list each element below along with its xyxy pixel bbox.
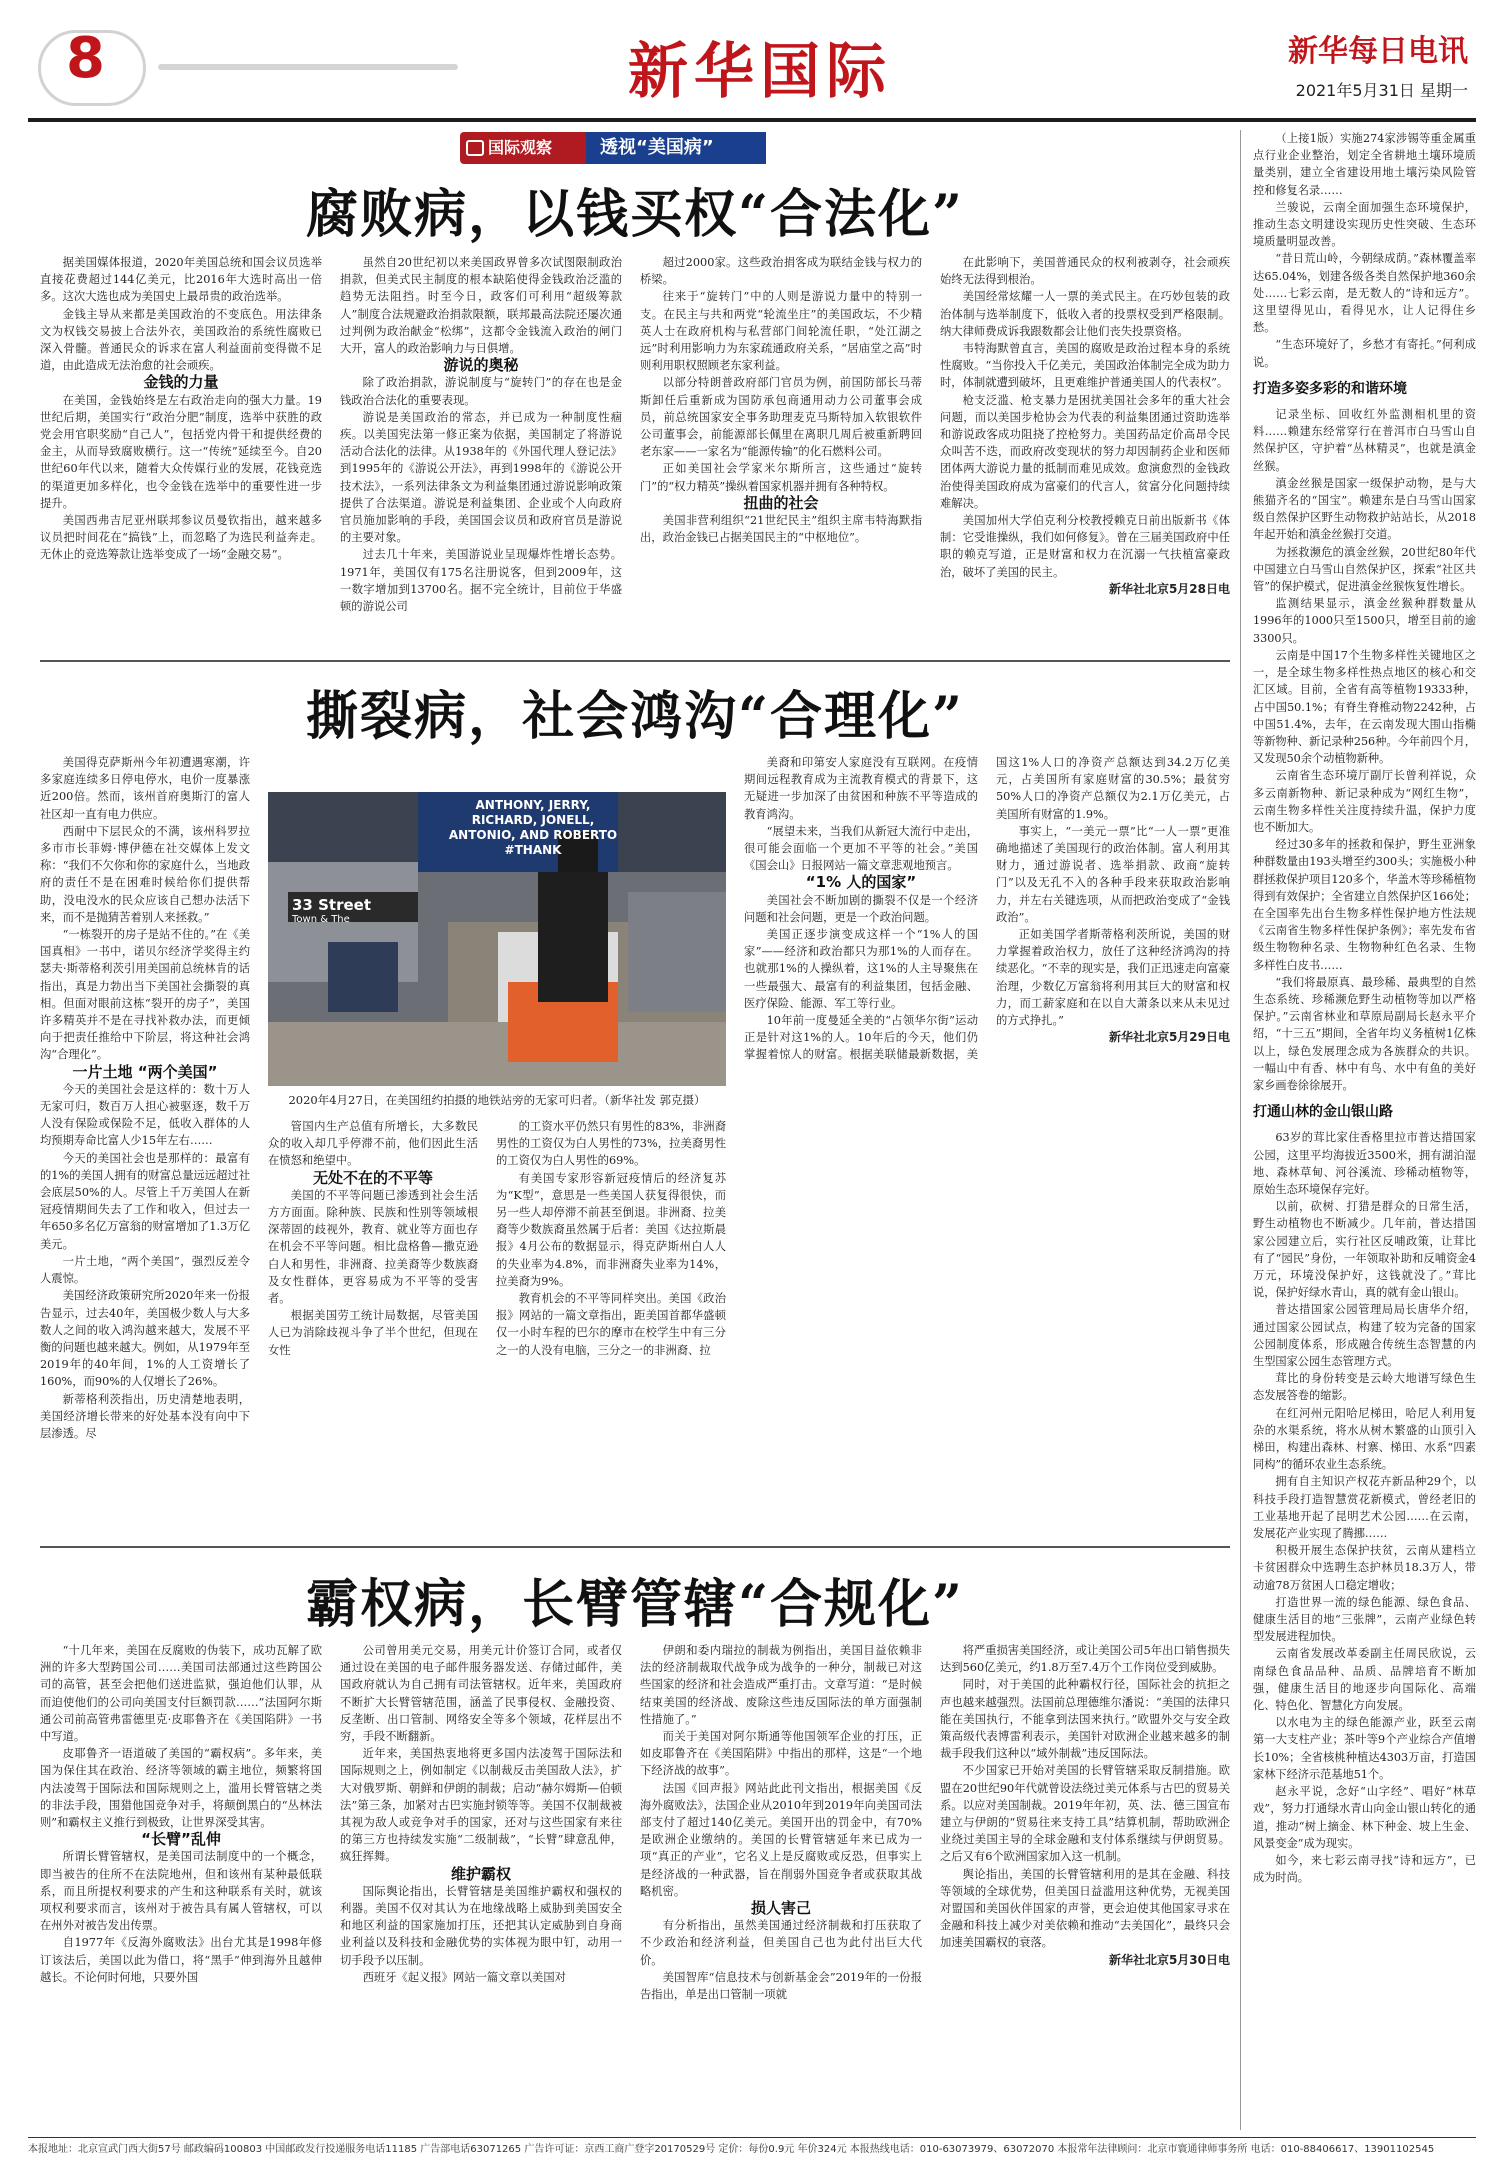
- newspaper-brand: 新华每日电讯: [1288, 34, 1468, 69]
- paragraph: 西耐中下层民众的不满，该州科罗拉多市市长菲姆·博伊德在社交媒体上发文称：“我们不欠你和你的家庭什么，当地政府的责任不是在困难时候给你们提供帮助，没电没水的民众应该自己想办法活下来，而不是抛猜苦着别人来拯救。”: [40, 824, 250, 924]
- paragraph: 以部分特朗普政府部门官员为例，前国防部长马蒂斯卸任后重新成为国防承包商通用动力公司董事会成员，前总统国家安全事务助理麦克马斯特加入软银软件公司董事会，前能源部长佩里在离职几周后被重新聘回老东家——一家名为“能源传输”的化石燃料公司。: [640, 376, 922, 459]
- article1-column-1: [40, 254, 322, 654]
- paragraph: 美国智库“信息技术与创新基金会”2019年的一份报告指出，单是出口管制一项就: [640, 1970, 922, 2002]
- paragraph: 在红河州元阳哈尼梯田，哈尼人利用复杂的水渠系统，将水从树木繁盛的山顶引入梯田，构建出森林、村寨、梯田、水系“四素同构”的循环农业生态系统。: [1253, 1406, 1476, 1472]
- photo-caption: 2020年4月27日，在美国纽约拍摄的地铁站旁的无家可归者。（新华社发 郭克摄）: [288, 1093, 706, 1107]
- paragraph: 拥有自主知识产权花卉新品种29个，以科技手段打造智慧赏花新模式，曾经老旧的工业基地开起了昆明艺术公园……在云南，发展花产业实现了腾挪……: [1253, 1475, 1476, 1541]
- paragraph: 打造世界一流的绿色能源、绿色食品、健康生活目的地“三张牌”，云南产业绿色转型发展进程加快。: [1253, 1595, 1476, 1644]
- paragraph: 管国内生产总值有所增长，大多数民众的收入却几乎停滞不前，他们因此生活在愤怒和绝望中。: [268, 1120, 478, 1168]
- paragraph: 云南省发展改革委副主任周民欣说，云南绿色食品品种、品质、品牌培育不断加强，健康生活目的地逐步向国际化、高端化、特色化、智慧化方向发展。: [1253, 1647, 1476, 1713]
- paragraph: 以前，砍树、打猎是群众的日常生活，野生动植物也不断减少。几年前，普达措国家公园建立后，实行社区反哺政策，让茸比有了“园民”身份，一年领取补助和反哺资金4万元，环境没保护好，这钱就没了。”茸比说，保护好绿水青山，真的就有金山银山。: [1253, 1200, 1476, 1300]
- paragraph: 将严重损害美国经济，或让美国公司5年出口销售损失达到560亿美元，约1.8万至7.4万个工作岗位受到威胁。: [940, 1644, 1230, 1675]
- paragraph: 美国西弗吉尼亚州联邦参议员曼钦指出，越来越多议员把时间花在“搞钱”上，而忽略了为选民利益奔走。无休止的竞选筹款让选举变成了一场“金融交易”。: [40, 514, 322, 562]
- article1-headline: 腐败病，以钱买权“合法化”: [306, 184, 964, 245]
- article1-subhead-3: 扭曲的社会: [743, 493, 819, 512]
- paragraph: 据美国媒体报道，2020年美国总统和国会议员选举直接花费超过144亿美元，比2016年大选时高出一倍多。这次大选也成为美国史上最昂贵的政治选举。: [40, 256, 322, 304]
- sidebar-subhead-1: 打造多姿多彩的和谐环境: [1253, 380, 1407, 397]
- article2-subhead-3: “1% 人的国家”: [805, 873, 917, 892]
- paragraph: 根据美国劳工统计局数据，尽管美国人已为消除歧视斗争了半个世纪，但现在女性: [268, 1309, 478, 1357]
- paragraph: “十几年来，美国在反腐败的伪装下，成功瓦解了欧洲的许多大型跨国公司……美国司法部通过这些跨国公司的高管，甚至会把他们送进监狱，强迫他们认罪，从而迫使他们的公司向美国支付巨额罚款……”法国阿尔斯通公司前高管弗雷德里克·皮耶鲁齐在《美国陷阱》一书中写道。: [40, 1644, 322, 1744]
- paragraph: 超过2000家。这些政治捐客成为联结金钱与权力的桥梁。: [640, 256, 922, 287]
- paragraph: 事实上，“一美元一票”比“一人一票”更准确地描述了美国现行的政治体制。富人利用其财力，通过游说者、选举捐款、政商“旋转门”以及无孔不入的各种手段来获取政治影响力，并左右关键选项，从而把政治变成了“金钱政治”。: [996, 824, 1230, 924]
- article2-column-2: [268, 1118, 478, 1454]
- article2-byline: 新华社北京5月29日电: [1108, 1030, 1230, 1045]
- article3-column-2: [340, 1642, 622, 2132]
- article2-subhead-1: 一片土地 “两个美国”: [72, 1062, 218, 1081]
- sidebar-subhead-2: 打通山林的金山银山路: [1253, 1104, 1393, 1121]
- article1-byline: 新华社北京5月28日电: [1108, 581, 1230, 596]
- masthead-decor-line: [158, 64, 458, 70]
- paragraph: 美国正逐步演变成这样一个“1%人的国家”——经济和政治都只为那1%的人而存在。也就那1%的人操纵着，这1%的人主导聚焦在一些最强大、最富有的利益集团，包括金融、医疗保险、能源、军工等行业。: [744, 928, 978, 1010]
- paragraph: 美国加州大学伯克利分校教授赖克日前出版新书《体制：它受谁操纵，我们如何修复》。曾在三届美国政府中任职的赖克写道，正是财富和权力在沉溺一气扶植富豪政治，破坏了美国的民主。: [940, 514, 1230, 579]
- article1-column-2: [340, 254, 622, 654]
- rubric-label-a-text: 国际观察: [488, 138, 553, 157]
- paragraph: 教育机会的不平等同样突出。美国《政治报》网站的一篇文章指出，距美国首都华盛顿仅一小时车程的巴尔的摩市在校学生中有三分之一的人没有电脑，三分之一的非洲裔、拉: [496, 1292, 726, 1357]
- article2-column-1: [40, 754, 250, 1454]
- article2-subhead-2: 无处不在的不平等: [312, 1168, 433, 1187]
- section-title: 新华国际: [628, 37, 892, 107]
- masthead: [28, 12, 1476, 122]
- article3-headline: 霸权病，长臂管辖“合规化”: [306, 1574, 964, 1635]
- article3-byline: 新华社北京5月30日电: [1108, 1952, 1230, 1967]
- camera-icon: [466, 140, 484, 156]
- paragraph: 往来于“旋转门”中的人则是游说力量中的特别一支。在民主与共和两党“轮流坐庄”的美国政坛，不少精英人士在政府机构与私营部门间轮流任职，“处江湖之远”时利用影响力为东家疏通政府关系，“居庙堂之高”时则利用职权照顾老东家利益。: [640, 290, 922, 373]
- paragraph: “展望未来，当我们从新冠大流行中走出，很可能会面临一个更加不平等的社会。”美国《国会山》日报网站一篇文章悲观地预言。: [744, 824, 978, 873]
- paragraph: 美国非营利组织“21世纪民主”组织主席韦特海默指出，政治金钱已占据美国民主的“中枢地位”。: [640, 514, 922, 545]
- article3-subhead-1: “长臂”乱伸: [141, 1830, 221, 1849]
- article-divider: [40, 660, 1230, 662]
- paragraph: 今天的美国社会也是那样的：最富有的1%的美国人拥有的财富总量远远超过社会底层50%的人。尽管上千万美国人在新冠疫情期间失去了工作和收入，但过去一年650多名亿万富翁的财富增加了1.3万亿美元。: [40, 1151, 250, 1251]
- paragraph: 如今，来七彩云南寻找“诗和远方”，已成为时尚。: [1253, 1853, 1476, 1885]
- paragraph: 在此影响下，美国普通民众的权利被剥夺，社会顽疾始终无法得到根治。: [940, 256, 1230, 287]
- paragraph: 记录坐标、回收红外监测相机里的资料……赖建东经常穿行在普洱市白马雪山自然保护区，守护着“丛林精灵”，也就是滇金丝猴。: [1253, 408, 1476, 473]
- paragraph: 为拯救濒危的滇金丝猴，20世纪80年代中国建立白马雪山自然保护区，探索“社区共管”的保护模式，促进滇金丝猴恢复性增长。: [1253, 545, 1476, 594]
- paragraph: 金钱主导从来都是美国政治的不变底色。用法律条文为权钱交易披上合法外衣，美国政治的系统性腐败已深入骨髓。普通民众的诉求在富人利益面前变得微不足道，由此造成无法治愈的社会顽疾。: [40, 307, 322, 373]
- paragraph: 舆论指出，美国的长臂管辖利用的是其在金融、科技等领域的全球优势，但美国日益滥用这种优势，无视美国对盟国和美国伙伴国家的声誉，更会迫使其他国家寻求在金融和科技上减少对美依赖和推动“去美国化”，最终只会加速美国霸权的衰落。: [940, 1867, 1230, 1950]
- paragraph: 积极开展生态保护扶贫，云南从建档立卡贫困群众中选聘生态护林员18.3万人，带动逾78万贫困人口稳定增收；: [1253, 1544, 1476, 1592]
- paragraph: 枪支泛滥、枪支暴力是困扰美国社会多年的重大社会问题，而以美国步枪协会为代表的利益集团通过资助选举和游说政客成功阻挠了控枪努力。美国药品定价高昂令民众叫苦不迭，而政府改变现状的努力却因制药企业和医师团体两大游说力量的抵制而难见成效。愈演愈烈的金钱政治使得美国政府成为富豪们的代言人，贫富分化问题持续难解决。: [940, 393, 1230, 510]
- paragraph: “我们将最原真、最珍稀、最典型的自然生态系统、珍稀濒危野生动植物等加以严格保护。”云南省林业和草原局副局长赵永平介绍，“十三五”期间，全省年均义务植树1亿株以上，绿色发展理念成为各族群众的共识。一幅山中有香、林中有鸟、水中有鱼的美好家乡画卷徐徐展开。: [1253, 975, 1476, 1092]
- article2-column-4: [744, 754, 1230, 1454]
- paragraph: 10年前一度曼延全美的“占领华尔街”运动正是针对这1%的人。10年后的今天，他们仍掌握着惊人的财富。根据美联储最新数据，美国这1%人口的净资产总额达到34.2万亿美元，占美国所有家庭财富的30.5%；最贫穷50%人口的净资产总额仅为2.1万亿美元，占美国所有财富的1.9%。: [744, 756, 1230, 1062]
- paragraph: 美国经常炫耀一人一票的美式民主。在巧妙包装的政治体制与选举制度下，低收入者的投票权受到严格限制。纳大律师费成诉我跟数都会让他们丧失投票资格。: [940, 290, 1230, 338]
- paragraph: 美国社会不断加剧的撕裂不仅是一个经济问题和社会问题，更是一个政治问题。: [744, 893, 978, 924]
- paragraph: 虽然自20世纪初以来美国政界曾多次试图限制政治捐款，但美式民主制度的根本缺陷使得金钱政治泛滥的趋势无法阻挡。时至今日，政客们可利用“超级筹款人”制度合法规避政治捐款限额，联邦最高法院还屡次通过判例为政治献金“松绑”，这都令金钱流入政治的闸门大开，富人的政治影响力与日俱增。: [340, 256, 622, 356]
- page-footer: 本报地址：北京宣武门西大街57号 邮政编码100803 中国邮政发行投递服务电话11185 广告部电话63071265 广告许可证：京西工商广登字20170529号 定价：每份0.9元 年价324元 本报热线电话：010-63073979、63072070 本报常年法律顾问：北京市寰通律师事务所 电话：010-88406617、13901102545: [28, 2137, 1476, 2163]
- paragraph: 而关于美国对阿尔斯通等他国领军企业的打压，正如皮耶鲁齐在《美国陷阱》中指出的那样，这是“一个地下经济战的故事”。: [640, 1730, 922, 1778]
- paragraph: 过去几十年来，美国游说业呈现爆炸性增长态势。1971年，美国仅有175名注册说客，但到2009年，这一数字增加到13700名。据不完全统计，目前位于华盛顿的游说公司: [340, 548, 622, 614]
- paragraph: 美国的不平等问题已渗透到社会生活方方面面。除种族、民族和性别等领域根深蒂固的歧视外，教育、就业等方面也存在机会不平等问题。相比盘格鲁—撒克逊白人和男性，非洲裔、拉美裔等少数族裔及女性群体，更容易成为不平等的受害者。: [268, 1188, 478, 1306]
- article2-column-3: [496, 1118, 726, 1454]
- article3-column-1: [40, 1642, 322, 2132]
- paragraph: 所谓长臂管辖权，是美国司法制度中的一个概念，即当被告的住所不在法院地州，但和该州有某种最低联系，而且所提权利要求的产生和这种联系有关时，就该项权利要求而言，该州对于被告具有属人管辖权，可以在州外对被告发出传票。: [40, 1850, 322, 1933]
- page-number: 8: [66, 26, 105, 91]
- paragraph: “一栋裂开的房子是站不住的。”在《美国真相》一书中，诺贝尔经济学奖得主约瑟夫·斯蒂格利茨引用美国前总统林肯的话指出，真是力勃出当下美国社会撕裂的真相。但面对眼前这栋“裂开的房子”，美国许多精英并不是在寻找补救办法，而更倾向于把责任推给中下阶层，将这种社会鸿沟“合理化”。: [40, 928, 250, 1062]
- rubric-label-observation: [460, 132, 586, 164]
- paragraph: 在美国，金钱始终是左右政治走向的强大力量。19世纪后期，美国实行“政治分肥”制度，选举中获胜的政党会用官职奖励“自己人”，包括党内骨干和提供经费的金主，从而导致腐败横行。这一“传统”延续至今。自20世纪60年代以来，随着大众传媒行业的发展，花钱竞选的渠道更加多样化，也令金钱在选举中的重要性进一步提升。: [40, 393, 322, 510]
- news-photo: [268, 792, 726, 1086]
- paragraph: 的工资水平仍然只有男性的83%，非洲裔男性的工资仅为白人男性的73%，拉美裔男性的工资仅为白人男性的69%。: [496, 1120, 726, 1168]
- paragraph: 一片土地，“两个美国”，强烈反差令人震惊。: [40, 1254, 250, 1286]
- paragraph: 伊朗和委内瑞拉的制裁为例指出，美国目益依赖非法的经济制裁取代战争成为战争的一种分，制裁已对这些国家的经济和社会造成严重打击。文章写道：“是时候结束美国的经济战、废除这些违反国际法的单方面强制性措施了。”: [640, 1644, 922, 1726]
- paragraph: 美裔和印第安人家庭没有互联网。在疫情期间远程教育成为主流教育模式的背景下，这无疑进一步加深了由贫困和种族不平等造成的教育鸿沟。: [744, 756, 978, 821]
- article1-column-4: [940, 254, 1230, 654]
- subway-sign-text: 33 Street: [292, 896, 371, 914]
- paragraph: 正如美国社会学家米尔斯所言，这些通过“旋转门”的“权力精英”操纵着国家机器并拥有各种特权。: [640, 462, 922, 493]
- paragraph: 云南是中国17个生物多样性关键地区之一，是全球生物多样性热点地区的核心和交汇区域。目前，全省有高等植物19333种，占中国50.1%；有脊生脊椎动物2242种，占中国51.4%，去年，在云南发现大围山指椭等新物种、新记录种256种。今年前四个月，又发现50余个动植物新种。: [1253, 648, 1476, 766]
- paragraph: （上接1版）实施274家涉锡等重金属重点行业企业整治，划定全省耕地土壤环境质量类别，建立全省建设用地土壤污染风险管控和修复名录……: [1253, 132, 1476, 197]
- column-rubric: [460, 132, 770, 164]
- paragraph: 有美国专家形容新冠疫情后的经济复苏为“K型”，意思是一些美国人获复得很快，而另一些人却停滞不前甚至倒退。非洲裔、拉美裔等少数族裔虽然属于后者：美国《达拉斯晨报》4月公布的数据显示，得克萨斯州白人人的失业率为4.8%，而非洲裔失业率为14%，拉美裔为9%。: [496, 1171, 726, 1288]
- article-divider: [40, 1546, 1230, 1548]
- article2-headline: 撕裂病，社会鸿沟“合理化”: [306, 686, 964, 747]
- paragraph: 自1977年《反海外腐败法》出台尤其是1998年修订该法后，美国以此为借口，将“黑手”伸到海外且越伸越长。不论何时何地，只要外国: [40, 1936, 322, 1984]
- paragraph: 除了政治捐款，游说制度与“旋转门”的存在也是金钱政治合法化的重要表现。: [340, 376, 622, 407]
- paragraph: 西班牙《起义报》网站一篇文章以美国对: [362, 1970, 566, 1984]
- rubric-label-topic: 透视“美国病”: [586, 132, 766, 164]
- article3-subhead-3: 损人害己: [750, 1899, 811, 1918]
- paragraph: 同时，对于美国的此种霸权行径，国际社会的抗拒之声也越来越强烈。法国前总理德维尔潘说：“美国的法律只能在美国执行，不能拿到法国来执行。”欧盟外交与安全政策高级代表博雷利表示，美国针对欧洲企业越来越多的制裁手段我们这种以“域外制裁”违反国际法。: [940, 1678, 1230, 1761]
- paragraph: 新蒂格利茨指出，历史清楚地表明，美国经济增长带来的好处基本没有向中下层渗透。尽: [40, 1392, 250, 1440]
- paragraph: 赵永平说，念好“山字经”、唱好“林草戏”，努力打通绿水青山向金山银山转化的通道，推动“树上摘金、林下种金、坡上生金、风景变金”成为现实。: [1253, 1785, 1476, 1850]
- paragraph: 美国经济政策研究所2020年来一份报告显示，过去40年，美国极少数人与大多数人之间的收入鸿沟越来越大，发展不平衡的问题也越来越大。例如，从1979年至2019年的40年间，1%的人工资增长了160%，而90%的人仅增长了26%。: [40, 1289, 250, 1389]
- paragraph: 以水电为主的绿色能源产业，跃至云南第一大支柱产业；茶叶等9个产业综合产值增长10%；全省核桃种植达4303万亩，打造国家林下经济示范基地51个。: [1253, 1716, 1476, 1781]
- paragraph: 滇金丝猴是国家一级保护动物，是与大熊猫齐名的“国宝”。赖建东是白马雪山国家级自然保护区野生动物救护站站长，从2018年起开始和滇金丝猴打交道。: [1253, 476, 1476, 542]
- article1-subhead-1: 金钱的力量: [143, 373, 219, 392]
- article1-subhead-2: 游说的奥秘: [443, 356, 519, 375]
- paragraph: 经过30多年的拯救和保护，野生亚洲象种群数量由193头增至约300头；实施极小种群拯救保护项目120多个，华盖木等珍稀植物得到有效保护；全省建立自然保护区166处；在全国率先出台生物多样性保护地方性法规《云南省生物多样性保护条例》；率先发布省级生物物种名录、生物物种红色名录、生物多样性白皮书……: [1253, 838, 1476, 972]
- article3-column-3: [640, 1642, 922, 2132]
- paragraph: 普达措国家公园管理局局长唐华介绍，通过国家公园试点，构建了较为完备的国家公园制度体系，形成融合传统生态智慧的内生型国家公园生态管理方式。: [1253, 1303, 1476, 1369]
- paragraph: 今天的美国社会是这样的：数十万人无家可归，数百万人担心被驱逐，数千万人没有保险或保险不足，低收入群体的人均预期寿命比富人少15年左右……: [40, 1082, 250, 1148]
- photo-poster-text: ANTHONY, JERRY, RICHARD, JONELL, ANTONIO, AND ROBERTO #THANK: [448, 798, 618, 857]
- subway-sign-subtext: Town & The: [292, 914, 350, 925]
- paragraph: 法国《回声报》网站此此刊文指出，根据美国《反海外腐败法》，法国企业从2010年到2019年向美国司法部支付了超过140亿美元。美国开出的罚金中，有70%是欧洲企业缴纳的。美国的长臂管辖延年来已成为一项“真正的产业”，它名义上是反腐败或反恐，但事实上是经济战的一种武器，旨在削弱外国竞争者或获取其战略机密。: [640, 1781, 922, 1898]
- paragraph: 茸比的身份转变是云岭大地谱写绿色生态发展答卷的缩影。: [1253, 1372, 1476, 1403]
- paragraph: “生态环境好了，乡愁才有寄托。”何利成说。: [1253, 338, 1476, 369]
- article1-column-3: [640, 254, 922, 654]
- paragraph: 近年来，美国热衷地将更多国内法凌驾于国际法和国际规则之上，例如制定《以制裁反击美国敌人法》，扩大对俄罗斯、朝鲜和伊朗的制裁；启动“赫尔姆斯—伯顿法”第三条，加紧对古巴实施封锁等等。美国不仅制裁被其视为敌人或竞争对手的国家，还对与这些国家有来往的第三方也持续发实施“二级制裁”，“长臂”肆意乱伸，疯狂挥舞。: [340, 1747, 622, 1864]
- issue-date: 2021年5月31日 星期一: [1295, 81, 1468, 100]
- paragraph: 韦特海默曾直言，美国的腐败是政治过程本身的系统性腐败。“当你投入千亿美元，美国政治体制完全成为助力时，体制就遭到破坏，且更难维护普通美国人的代表权”。: [940, 342, 1230, 390]
- paragraph: “昔日荒山岭，今朝绿成荫。”森林覆盖率达65.04%，划建各级各类自然保护地360余处……七彩云南，是无数人的“诗和远方”。这里望得见山，看得见水，让人记得住乡愁。: [1253, 252, 1476, 335]
- paragraph: 游说是美国政治的常态，并已成为一种制度性痼疾。以美国宪法第一修正案为依据，美国制定了将游说活动合法化的法律。从1938年的《外国代理人登记法》到1995年的《游说公开法》，再到1998年的《游说公开技术法》，一系列法律条文为利益集团通过游说影响政策提供了合法渠道。游说是利益集团、企业或个人向政府官员施加影响的手段，美国国会议员和政府官员是游说的主要对象。: [340, 410, 622, 545]
- main-content: [40, 126, 1230, 2131]
- article3-subhead-2: 维护霸权: [450, 1864, 511, 1883]
- paragraph: 皮耶鲁齐一语道破了美国的“霸权病”。多年来，美国为保住其在政治、经济等领域的霸主地位，频繁将国内法凌驾于国际法和国际规则之上，滥用长臂管辖之类的非法手段，围猎他国竞争对手，将颠倒黑白的“丛林法则”和霸权主义推行到极致，让世界深受其害。: [40, 1747, 322, 1830]
- paragraph: 正如美国学者斯蒂格利茨所说，美国的财力掌握着政治权力，放任了这种经济鸿沟的持续恶化。“不幸的现实是，我们正迅速走向富豪治理，少数亿万富翁将利用其巨大的财富和权力，而工薪家庭和在以自大萧条以来从未见过的方式挣扎。”: [996, 928, 1230, 1028]
- paragraph: 监测结果显示，滇金丝猴种群数量从1996年的1000只至1500只，增至目前的逾3300只。: [1253, 597, 1476, 645]
- paragraph: 公司曾用美元交易，用美元计价签订合同，或者仅通过设在美国的电子邮件服务器发送、存储过邮件，美国政府就认为自己拥有司法管辖权。近年来，美国政府不断扩大长臂管辖范围，涵盖了民事侵权、金融投资、反垄断、出口管制、网络安全等多个领域，花样层出不穷，手段不断翻新。: [340, 1644, 622, 1744]
- sidebar-continued-article: [1240, 130, 1476, 2130]
- page-number-badge: [38, 22, 458, 118]
- paragraph: 云南省生态环境厅副厅长曾利祥说，众多云南新物种、新记录种成为“网红生物”，云南生物多样性关注度持续升温，保护力度也不断加大。: [1253, 769, 1476, 834]
- article3-column-4: [940, 1642, 1230, 2132]
- paragraph: 有分析指出，虽然美国通过经济制裁和打压获取了不少政治和经济利益，但美国自己也为此付出巨大代价。: [640, 1919, 922, 1967]
- paragraph: 兰骏说，云南全面加强生态环境保护，推动生态文明建设实现历史性突破、生态环境质量明显改善。: [1253, 200, 1476, 249]
- paragraph: 63岁的茸比家住香格里拉市普达措国家公园，这里平均海拔近3500米，拥有湖泊湿地、森林草甸、河谷溪流、珍稀动植物等，原始生态环境保存完好。: [1253, 1131, 1476, 1196]
- paragraph: 不少国家已开始对美国的长臂管辖采取反制措施。欧盟在20世纪90年代就曾设法绕过美元体系与古巴的贸易关系。以应对美国制裁。2019年年初，英、法、德三国宣布建立与伊朗的“贸易往来支持工具”结算机制，帮助欧洲企业绕过美国主导的全球金融和支付体系继续与伊朗贸易。之后又有6个欧洲国家加入这一机制。: [940, 1764, 1230, 1864]
- paragraph: 国际舆论指出，长臂管辖是美国维护霸权和强权的利器。美国不仅对其认为在地缘战略上威胁到美国安全和地区利益的国家施加打压，还把其认定威胁到自身商业利益以及科技和金融优势的实体视为眼中钉，动用一切手段予以压制。: [340, 1884, 622, 1967]
- paragraph: 美国得克萨斯州今年初遭遇寒潮，许多家庭连续多日停电停水，电价一度暴涨近200倍。然而，该州首府奥斯汀的富人社区却一直有电力供应。: [40, 756, 250, 821]
